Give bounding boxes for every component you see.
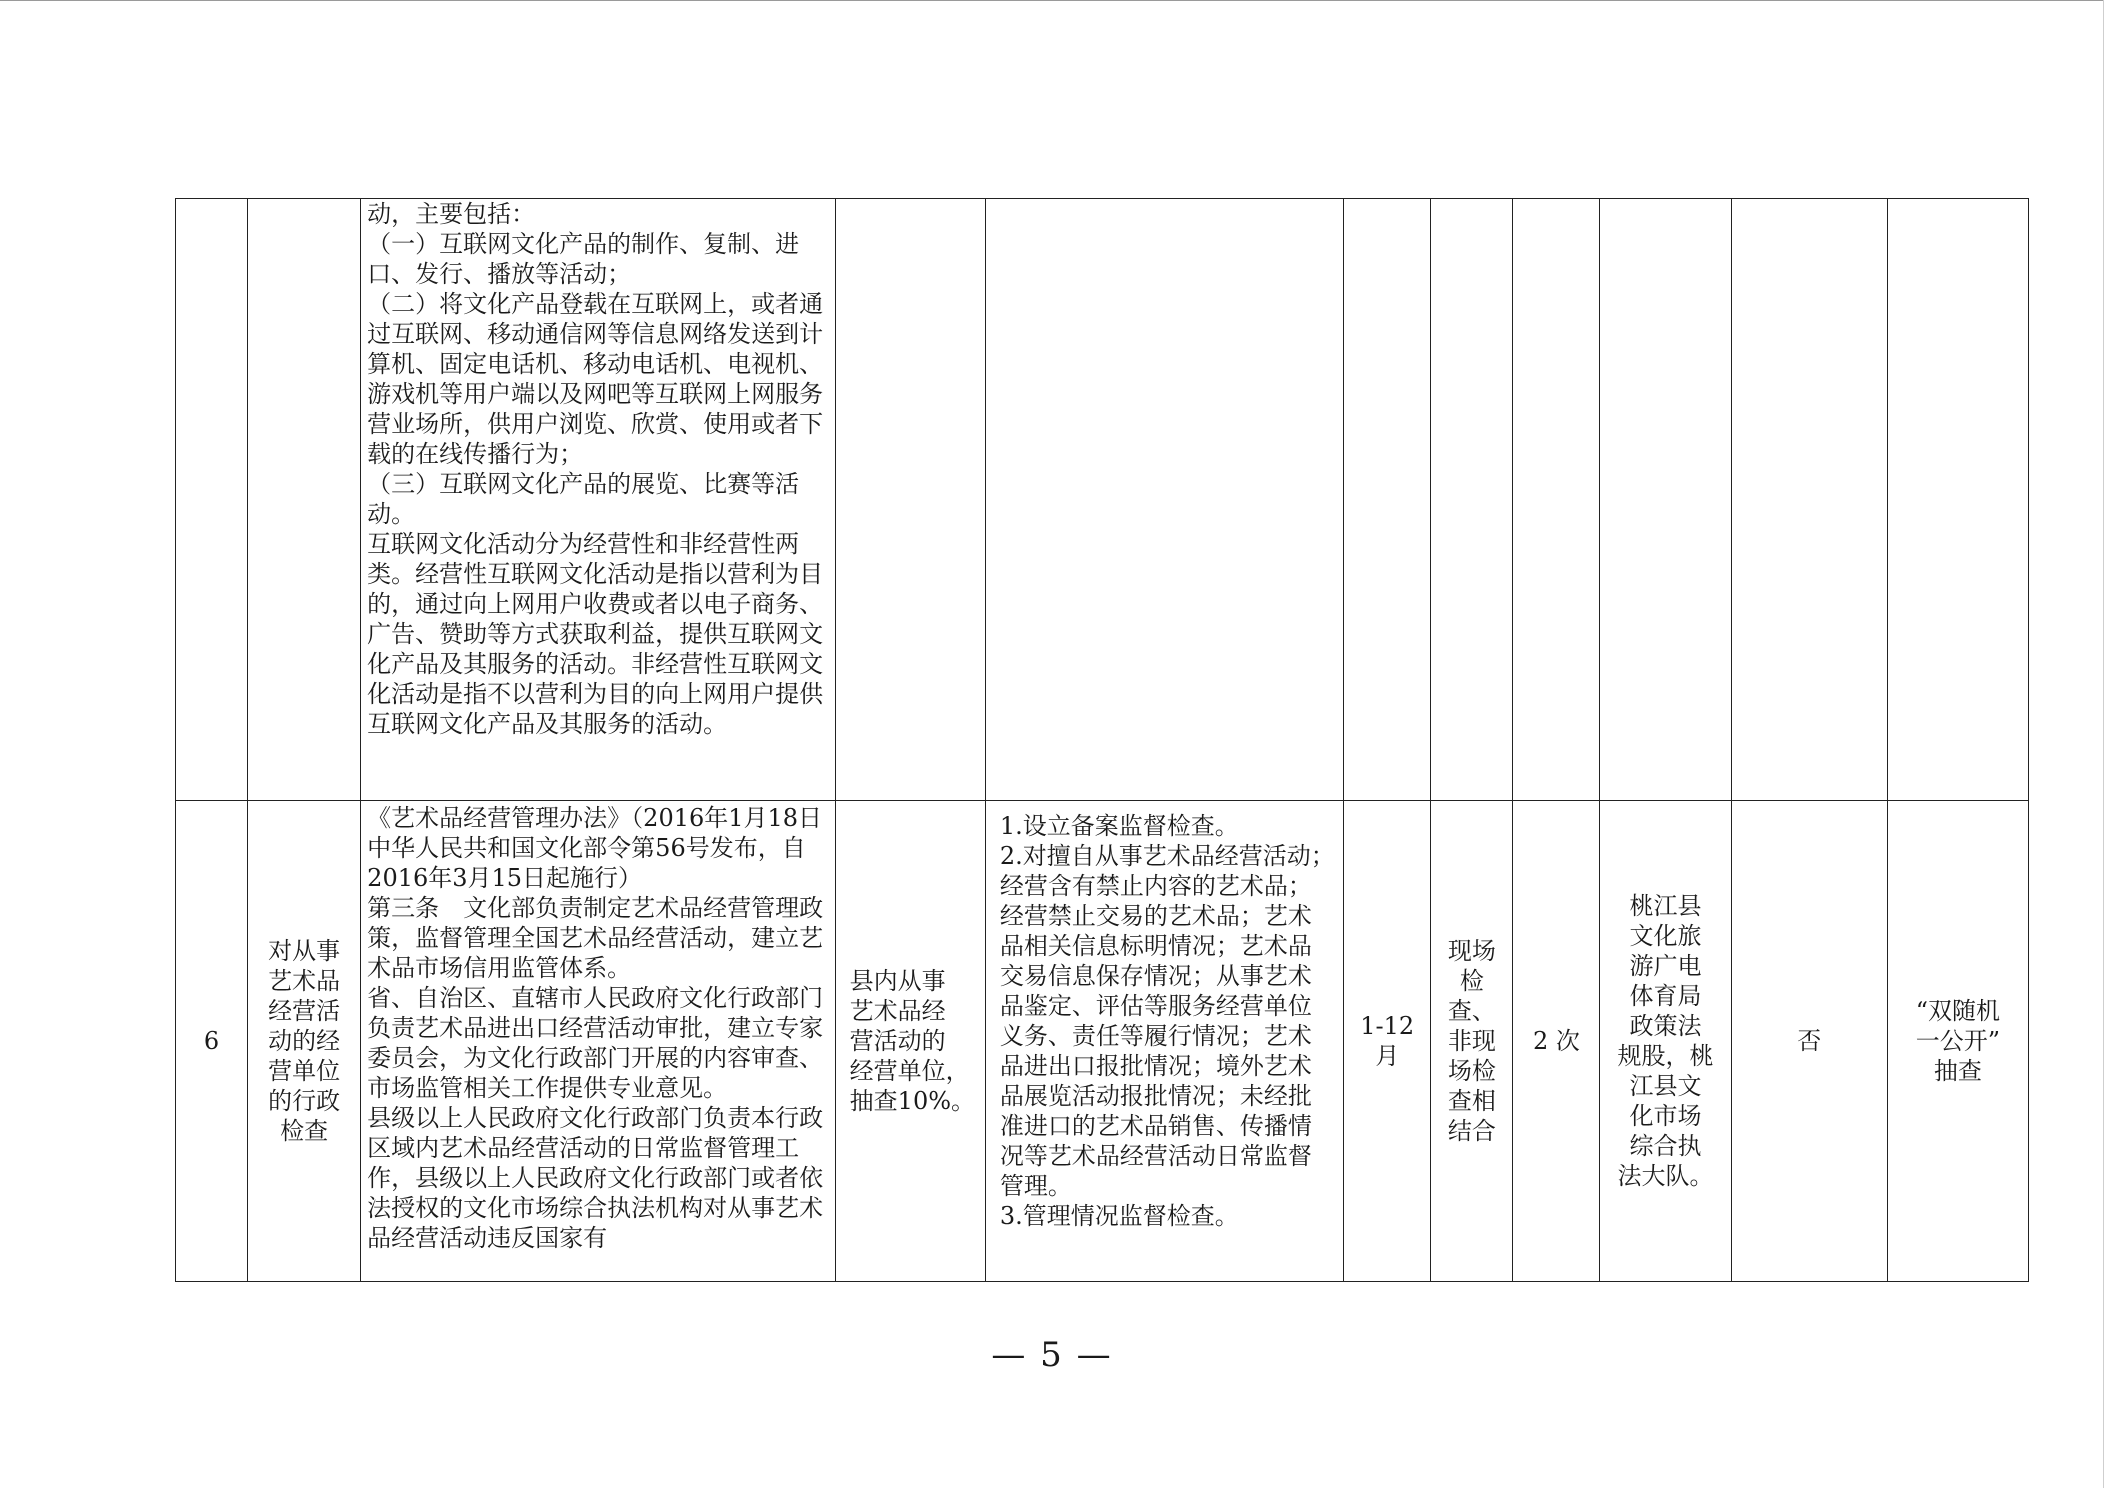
time-text: 1-12 月 (1360, 1012, 1415, 1070)
type-text: “双随机 一公开” 抽查 (1915, 997, 2001, 1085)
table-row-6 (176, 801, 2029, 1282)
basis-text: 动，主要包括： （一）互联网文化产品的制作、复制、进口、发行、播放等活动； （二）将文化产品登载在互联网上，或者通过互联网、移动通信网等信息网络发送到计算机、固定电话机、移动电话机、电视机、游戏机等用户端以及网吧等互联网上网服务营业场所，供用户浏览、欣赏、使用或者下载的在线传播行为； （三）互联网文化产品的展览、比赛等活动。 互联网文化活动分为经营性和非经营性两类。经营性互联网文化活动是指以营利为目的，通过向上网用户收费或者以电子商务、广告、赞助等方式获取利益，提供互联网文化产品及其服务的活动。非经营性互联网文化活动是指不以营利为目的向上网用户提供互联网文化产品及其服务的活动。 (367, 200, 824, 738)
cell-matter (248, 199, 361, 801)
matter-text: 对从事 艺术品 经营活 动的经 营单位 的行政 检查 (268, 937, 341, 1145)
table-row-continuation (176, 199, 2029, 801)
cell-target (835, 801, 985, 1282)
cell-type (1887, 199, 2028, 801)
cell-matter (248, 801, 361, 1282)
method-text: 现场 检 查、 非现 场检 查相 结合 (1447, 937, 1496, 1145)
cell-method (1431, 801, 1513, 1282)
cell-time (1344, 801, 1431, 1282)
cell-frequency (1513, 199, 1600, 801)
cell-basis (361, 199, 836, 801)
cell-joint (1731, 199, 1887, 801)
cell-frequency (1513, 801, 1600, 1282)
department-text: 桃江县 文化旅 游广电 体育局 政策法 规股，桃 江县文 化市场 综合执 法大队。 (1617, 892, 1714, 1190)
row-number: 6 (203, 1027, 220, 1055)
cell-method (1431, 199, 1513, 801)
target-text: 县内从事 艺术品经 营活动的 经营单位， 抽查10%。 (849, 967, 976, 1115)
content-text: 1.设立备案监督检查。 2.对擅自从事艺术品经营活动；经营含有禁止内容的艺术品；经营禁止交易的艺术品；艺术品相关信息标明情况；艺术品交易信息保存情况；从事艺术品鉴定、评估等服务经营单位义务、责任等履行情况；艺术品进出口报批情况；境外艺术品展览活动报批情况；未经批准进口的艺术品销售、传播情况等艺术品经营活动日常监督管理。 3.管理情况监督检查。 (999, 812, 1335, 1230)
cell-number (176, 199, 248, 801)
page-top-border (0, 0, 2104, 1)
cell-type (1887, 801, 2028, 1282)
cell-number (176, 801, 248, 1282)
cell-time (1344, 199, 1431, 801)
cell-basis (361, 801, 836, 1282)
joint-text: 否 (1797, 1027, 1822, 1055)
cell-target (835, 199, 985, 801)
cell-content (985, 801, 1343, 1282)
basis-text: 《艺术品经营管理办法》（2016年1月18日中华人民共和国文化部令第56号发布，自2016年3月15日起施行） 第三条 文化部负责制定艺术品经营管理政策，监督管理全国艺术品经营活动，建立艺术品市场信用监管体系。 省、自治区、直辖市人民政府文化行政部门负责艺术品进出口经营活动审批，建立专家委员会，为文化行政部门开展的内容审查、市场监管相关工作提供专业意见。 县级以上人民政府文化行政部门负责本行政区域内艺术品经营活动的日常监督管理工作，县级以上人民政府文化行政部门或者依法授权的文化市场综合执法机构对从事艺术品经营活动违反国家有 (367, 804, 824, 1252)
page-number: — 5 — (991, 1335, 1113, 1375)
inspection-table (175, 198, 2029, 1282)
cell-content (985, 199, 1343, 801)
cell-department (1600, 801, 1731, 1282)
frequency-text: 2 次 (1532, 1027, 1580, 1055)
cell-department (1600, 199, 1731, 801)
cell-joint (1731, 801, 1887, 1282)
